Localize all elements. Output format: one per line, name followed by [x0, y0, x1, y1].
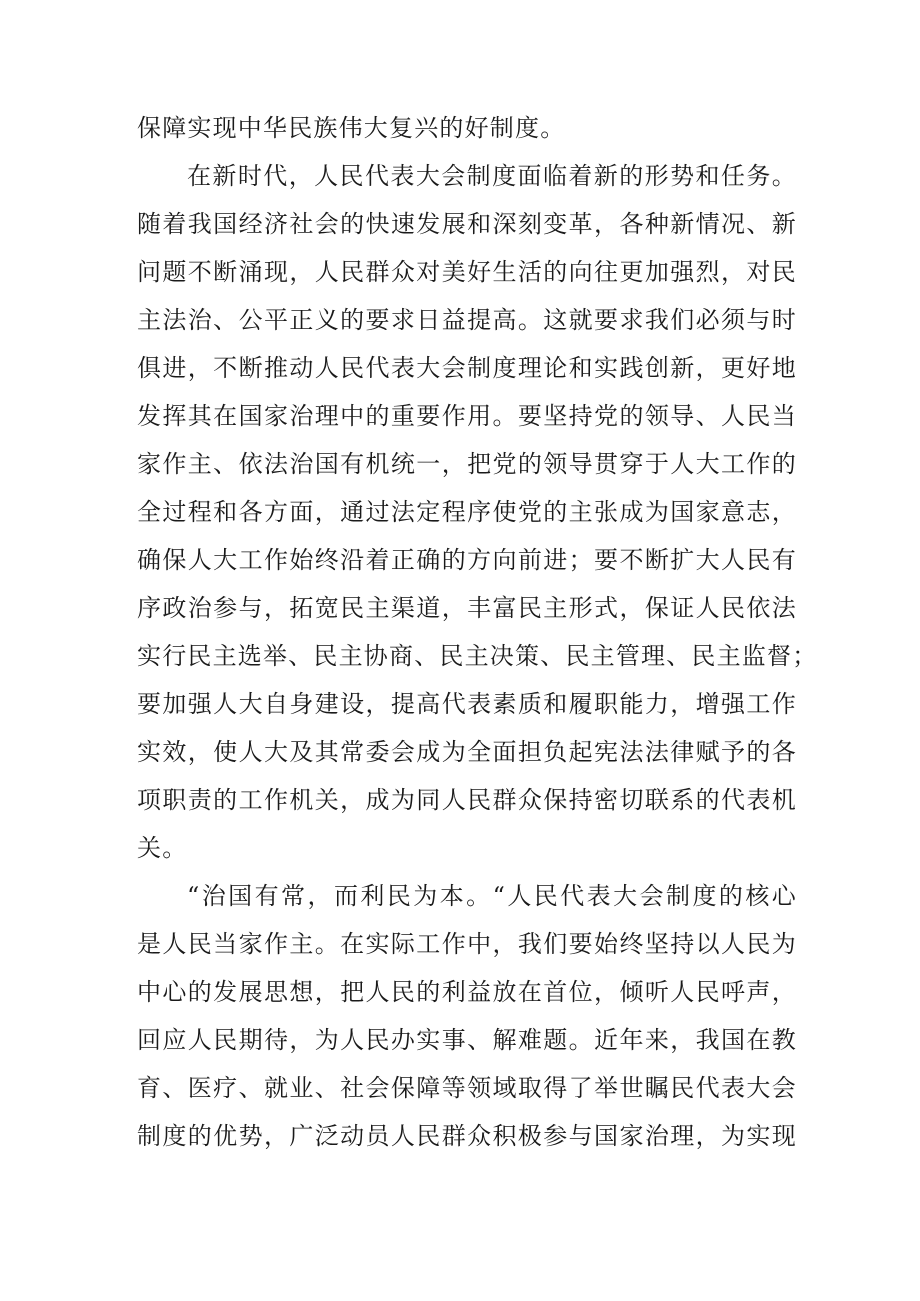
text-line: 回应人民期待，为人民办实事、解难题。近年来，我国在教 [137, 1026, 797, 1054]
text-line: 实效，使人大及其常委会成为全面担负起宪法法律赋予的各 [137, 738, 797, 766]
text-line: 随着我国经济社会的快速发展和深刻变革，各种新情况、新 [137, 210, 797, 238]
text-line: 要加强人大自身建设，提高代表素质和履职能力，增强工作 [137, 690, 797, 718]
text-line: 发挥其在国家治理中的重要作用。要坚持党的领导、人民当 [137, 402, 797, 430]
text-line: 全过程和各方面，通过法定程序使党的主张成为国家意志， [137, 498, 797, 526]
text-line: 是人民当家作主。在实际工作中，我们要始终坚持以人民为 [137, 930, 797, 958]
text-line: 序政治参与，拓宽民主渠道，丰富民主形式，保证人民依法 [137, 594, 797, 622]
text-line: 育、医疗、就业、社会保障等领域取得了举世瞩民代表大会 [137, 1074, 797, 1102]
text-line: 俱进，不断推动人民代表大会制度理论和实践创新，更好地 [137, 354, 797, 382]
text-line: 确保人大工作始终沿着正确的方向前进；要不断扩大人民有 [137, 546, 797, 574]
text-line: 项职责的工作机关，成为同人民群众保持密切联系的代表机 [137, 786, 797, 814]
text-line: 实行民主选举、民主协商、民主决策、民主管理、民主监督； [137, 642, 818, 670]
text-line: 关。 [137, 834, 188, 862]
text-line: 家作主、依法治国有机统一，把党的领导贯穿于人大工作的 [137, 450, 797, 478]
text-line: 主法治、公平正义的要求日益提高。这就要求我们必须与时 [137, 306, 797, 334]
paragraph-first-line: “治国有常，而利民为本。“人民代表大会制度的核心 [187, 882, 797, 910]
text-line: 保障实现中华民族伟大复兴的好制度。 [137, 114, 566, 142]
text-line: 问题不断涌现，人民群众对美好生活的向往更加强烈，对民 [137, 258, 797, 286]
text-line: 制度的优势，广泛动员人民群众积极参与国家治理，为实现 [137, 1122, 797, 1150]
paragraph-first-line: 在新时代，人民代表大会制度面临着新的形势和任务。 [187, 162, 797, 190]
text-line: 中心的发展思想，把人民的利益放在首位，倾听人民呼声， [137, 978, 797, 1006]
